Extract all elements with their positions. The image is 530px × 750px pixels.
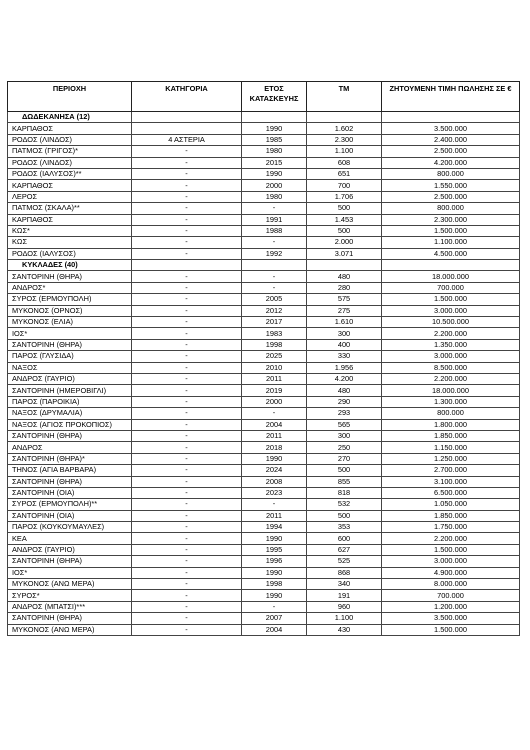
sqm-cell: 1.100 (307, 146, 382, 157)
table-row (8, 624, 520, 635)
sqm-cell: 275 (307, 305, 382, 316)
sqm-cell: 250 (307, 442, 382, 453)
category-cell: - (132, 282, 242, 293)
year-cell: 2018 (242, 442, 307, 453)
area-cell: ΝΑΞΟΣ (8, 362, 132, 373)
table-row (8, 157, 520, 168)
table-row (8, 271, 520, 282)
category-cell: - (132, 419, 242, 430)
sqm-cell: 2.000 (307, 237, 382, 248)
table-row (8, 248, 520, 259)
year-cell: 1990 (242, 123, 307, 134)
area-cell: ΣΥΡΟΣ* (8, 590, 132, 601)
table-row (8, 465, 520, 476)
area-cell: ΚΕΑ (8, 533, 132, 544)
year-cell: 1983 (242, 328, 307, 339)
header-year: ΕΤΟΣ ΚΑΤΑΣΚΕΥΗΣ (242, 82, 307, 112)
year-cell: 1980 (242, 146, 307, 157)
sqm-cell: 1.610 (307, 317, 382, 328)
category-cell: - (132, 271, 242, 282)
sqm-cell: 1.956 (307, 362, 382, 373)
category-cell: - (132, 373, 242, 384)
category-cell: - (132, 305, 242, 316)
table-row (8, 590, 520, 601)
year-cell: 2004 (242, 624, 307, 635)
sqm-cell: 855 (307, 476, 382, 487)
sqm-cell: 480 (307, 271, 382, 282)
sqm-cell: 293 (307, 408, 382, 419)
year-cell: 2025 (242, 351, 307, 362)
area-cell: ΑΝΔΡΟΣ (8, 442, 132, 453)
table-row (8, 476, 520, 487)
price-cell: 2.200.000 (382, 328, 520, 339)
year-cell: - (242, 408, 307, 419)
table-row (8, 487, 520, 498)
sqm-cell: 2.300 (307, 134, 382, 145)
area-cell: ΣΑΝΤΟΡΙΝΗ (ΟΙΑ) (8, 510, 132, 521)
category-cell: - (132, 214, 242, 225)
sqm-cell: 960 (307, 601, 382, 612)
area-cell: ΠΑΡΟΣ (ΓΛΥΣΙΔΑ) (8, 351, 132, 362)
table-row (8, 362, 520, 373)
year-cell: 2000 (242, 180, 307, 191)
year-cell: 2007 (242, 613, 307, 624)
section-row (8, 260, 520, 271)
table-row (8, 396, 520, 407)
price-cell: 3.500.000 (382, 123, 520, 134)
empty-cell (382, 112, 520, 123)
sqm-cell: 1.100 (307, 613, 382, 624)
price-cell: 3.000.000 (382, 305, 520, 316)
category-cell: - (132, 430, 242, 441)
table-header (8, 82, 520, 112)
area-cell: ΣΑΝΤΟΡΙΝΗ (ΟΙΑ) (8, 487, 132, 498)
area-cell: ΡΟΔΟΣ (ΛΙΝΔΟΣ) (8, 134, 132, 145)
price-cell: 2.300.000 (382, 214, 520, 225)
price-cell: 1.850.000 (382, 510, 520, 521)
area-cell: ΝΑΞΟΣ (ΔΡΥΜΑΛΙΑ) (8, 408, 132, 419)
price-cell: 1.750.000 (382, 522, 520, 533)
price-cell: 1.200.000 (382, 601, 520, 612)
year-cell: 2024 (242, 465, 307, 476)
category-cell: - (132, 396, 242, 407)
price-cell: 1.500.000 (382, 544, 520, 555)
category-cell: 4 ΑΣΤΕΡΙΑ (132, 134, 242, 145)
year-cell: 2017 (242, 317, 307, 328)
area-cell: ΚΑΡΠΑΘΟΣ (8, 180, 132, 191)
category-cell: - (132, 157, 242, 168)
sqm-cell: 600 (307, 533, 382, 544)
area-cell: ΙΟΣ* (8, 567, 132, 578)
price-cell: 4.900.000 (382, 567, 520, 578)
price-cell: 1.500.000 (382, 225, 520, 236)
sqm-cell: 280 (307, 282, 382, 293)
sqm-cell: 290 (307, 396, 382, 407)
sqm-cell: 525 (307, 556, 382, 567)
table-row (8, 305, 520, 316)
category-cell: - (132, 408, 242, 419)
header-row (8, 82, 520, 112)
category-cell: - (132, 351, 242, 362)
table-row (8, 385, 520, 396)
year-cell: 1994 (242, 522, 307, 533)
area-cell: ΣΑΝΤΟΡΙΝΗ (ΘΗΡΑ) (8, 271, 132, 282)
empty-cell (307, 260, 382, 271)
area-cell: ΠΑΡΟΣ (ΚΟΥΚΟΥΜΑΥΛΕΣ) (8, 522, 132, 533)
table-row (8, 294, 520, 305)
price-cell: 1.050.000 (382, 499, 520, 510)
category-cell: - (132, 168, 242, 179)
category-cell: - (132, 328, 242, 339)
empty-cell (242, 112, 307, 123)
area-cell: ΚΩΣ (8, 237, 132, 248)
table-row (8, 146, 520, 157)
category-cell: - (132, 499, 242, 510)
category-cell: - (132, 385, 242, 396)
year-cell: 1988 (242, 225, 307, 236)
area-cell: ΠΑΤΜΟΣ (ΣΚΑΛΑ)** (8, 203, 132, 214)
category-cell: - (132, 294, 242, 305)
category-cell: - (132, 180, 242, 191)
table-row (8, 225, 520, 236)
year-cell: 2011 (242, 373, 307, 384)
section-title: ΚΥΚΛΑΔΕΣ (40) (8, 260, 132, 271)
price-cell: 1.500.000 (382, 294, 520, 305)
category-cell: - (132, 465, 242, 476)
area-cell: ΝΑΞΟΣ (ΑΓΙΟΣ ΠΡΟΚΟΠΙΟΣ) (8, 419, 132, 430)
price-cell: 2.400.000 (382, 134, 520, 145)
sqm-cell: 300 (307, 430, 382, 441)
table-row (8, 134, 520, 145)
sqm-cell: 627 (307, 544, 382, 555)
sqm-cell: 868 (307, 567, 382, 578)
table-row (8, 453, 520, 464)
table-row (8, 123, 520, 134)
price-cell: 10.500.000 (382, 317, 520, 328)
header-price: ΖΗΤΟΥΜΕΝΗ ΤΙΜΗ ΠΩΛΗΣΗΣ ΣΕ € (382, 82, 520, 112)
year-cell: - (242, 203, 307, 214)
table-row (8, 203, 520, 214)
sqm-cell: 330 (307, 351, 382, 362)
sqm-cell: 1.602 (307, 123, 382, 134)
table-row (8, 328, 520, 339)
price-cell: 18.000.000 (382, 271, 520, 282)
section-row (8, 112, 520, 123)
table-row (8, 567, 520, 578)
category-cell: - (132, 556, 242, 567)
price-cell: 2.500.000 (382, 146, 520, 157)
area-cell: ΜΥΚΟΝΟΣ (ΟΡΝΟΣ) (8, 305, 132, 316)
empty-cell (382, 260, 520, 271)
category-cell: - (132, 146, 242, 157)
area-cell: ΤΗΝΟΣ (ΑΓΙΑ ΒΑΡΒΑΡΑ) (8, 465, 132, 476)
area-cell: ΜΥΚΟΝΟΣ (ΑΝΩ ΜΕΡΑ) (8, 579, 132, 590)
table-row (8, 579, 520, 590)
sqm-cell: 575 (307, 294, 382, 305)
area-cell: ΣΑΝΤΟΡΙΝΗ (ΘΗΡΑ) (8, 430, 132, 441)
area-cell: ΣΑΝΤΟΡΙΝΗ (ΘΗΡΑ) (8, 556, 132, 567)
table-row (8, 601, 520, 612)
sqm-cell: 340 (307, 579, 382, 590)
table-row (8, 214, 520, 225)
year-cell: 1990 (242, 168, 307, 179)
year-cell: 2004 (242, 419, 307, 430)
price-cell: 3.000.000 (382, 351, 520, 362)
price-cell: 1.850.000 (382, 430, 520, 441)
table-row (8, 533, 520, 544)
year-cell: 1990 (242, 453, 307, 464)
table-row (8, 339, 520, 350)
year-cell: - (242, 499, 307, 510)
price-cell: 2.500.000 (382, 191, 520, 202)
sqm-cell: 3.071 (307, 248, 382, 259)
sqm-cell: 430 (307, 624, 382, 635)
category-cell: - (132, 442, 242, 453)
area-cell: ΡΟΔΟΣ (ΙΑΛΥΣΟΣ)** (8, 168, 132, 179)
area-cell: ΣΥΡΟΣ (ΕΡΜΟΥΠΟΛΗ)** (8, 499, 132, 510)
price-cell: 3.100.000 (382, 476, 520, 487)
price-cell: 4.500.000 (382, 248, 520, 259)
category-cell: - (132, 613, 242, 624)
year-cell: 1998 (242, 339, 307, 350)
sqm-cell: 700 (307, 180, 382, 191)
area-cell: ΙΟΣ* (8, 328, 132, 339)
header-category: ΚΑΤΗΓΟΡΙΑ (132, 82, 242, 112)
area-cell: ΚΩΣ* (8, 225, 132, 236)
year-cell: 2015 (242, 157, 307, 168)
empty-cell (132, 112, 242, 123)
table-row (8, 180, 520, 191)
price-cell: 2.700.000 (382, 465, 520, 476)
sqm-cell: 4.200 (307, 373, 382, 384)
price-cell: 8.500.000 (382, 362, 520, 373)
price-cell: 4.200.000 (382, 157, 520, 168)
table-row (8, 282, 520, 293)
year-cell: 1991 (242, 214, 307, 225)
category-cell: - (132, 362, 242, 373)
category-cell: - (132, 453, 242, 464)
sqm-cell: 353 (307, 522, 382, 533)
sqm-cell: 651 (307, 168, 382, 179)
year-cell: 1995 (242, 544, 307, 555)
sqm-cell: 1.453 (307, 214, 382, 225)
price-cell: 1.150.000 (382, 442, 520, 453)
table-row (8, 430, 520, 441)
area-cell: ΛΕΡΟΣ (8, 191, 132, 202)
category-cell: - (132, 317, 242, 328)
price-cell: 700.000 (382, 590, 520, 601)
category-cell: - (132, 624, 242, 635)
table-row (8, 522, 520, 533)
price-cell: 800.000 (382, 203, 520, 214)
table-row (8, 442, 520, 453)
area-cell: ΣΑΝΤΟΡΙΝΗ (ΘΗΡΑ) (8, 476, 132, 487)
area-cell: ΚΑΡΠΑΘΟΣ (8, 214, 132, 225)
listings-table (7, 81, 520, 636)
area-cell: ΑΝΔΡΟΣ (ΜΠΑΤΣΙ)*** (8, 601, 132, 612)
area-cell: ΠΑΤΜΟΣ (ΓΡΙΓΟΣ)* (8, 146, 132, 157)
price-cell: 3.500.000 (382, 613, 520, 624)
category-cell: - (132, 590, 242, 601)
table-row (8, 317, 520, 328)
year-cell: 2011 (242, 510, 307, 521)
area-cell: ΑΝΔΡΟΣ* (8, 282, 132, 293)
area-cell: ΡΟΔΟΣ (ΙΑΛΥΣΟΣ) (8, 248, 132, 259)
sqm-cell: 400 (307, 339, 382, 350)
table-row (8, 499, 520, 510)
category-cell: - (132, 579, 242, 590)
sqm-cell: 818 (307, 487, 382, 498)
price-cell: 800.000 (382, 408, 520, 419)
area-cell: ΑΝΔΡΟΣ (ΓΑΥΡΙΟ) (8, 544, 132, 555)
area-cell: ΣΑΝΤΟΡΙΝΗ (ΘΗΡΑ) (8, 613, 132, 624)
table-body (8, 112, 520, 636)
year-cell: - (242, 282, 307, 293)
year-cell: - (242, 601, 307, 612)
table-row (8, 168, 520, 179)
price-cell: 6.500.000 (382, 487, 520, 498)
table-row (8, 613, 520, 624)
category-cell: - (132, 225, 242, 236)
price-cell: 1.250.000 (382, 453, 520, 464)
table-row (8, 544, 520, 555)
empty-cell (132, 260, 242, 271)
area-cell: ΜΥΚΟΝΟΣ (ΑΝΩ ΜΕΡΑ) (8, 624, 132, 635)
category-cell: - (132, 237, 242, 248)
category-cell: - (132, 544, 242, 555)
category-cell: - (132, 248, 242, 259)
sqm-cell: 500 (307, 465, 382, 476)
category-cell: - (132, 487, 242, 498)
sqm-cell: 480 (307, 385, 382, 396)
year-cell: 2023 (242, 487, 307, 498)
table-row (8, 419, 520, 430)
year-cell: 2008 (242, 476, 307, 487)
year-cell: - (242, 271, 307, 282)
price-cell: 1.550.000 (382, 180, 520, 191)
sqm-cell: 300 (307, 328, 382, 339)
category-cell: - (132, 522, 242, 533)
sqm-cell: 270 (307, 453, 382, 464)
table-row (8, 351, 520, 362)
empty-cell (242, 260, 307, 271)
category-cell (132, 123, 242, 134)
section-title: ΔΩΔΕΚΑΝΗΣΑ (12) (8, 112, 132, 123)
year-cell: 2019 (242, 385, 307, 396)
sqm-cell: 532 (307, 499, 382, 510)
year-cell: 1990 (242, 533, 307, 544)
sqm-cell: 500 (307, 225, 382, 236)
category-cell: - (132, 203, 242, 214)
table-row (8, 373, 520, 384)
area-cell: ΣΥΡΟΣ (ΕΡΜΟΥΠΟΛΗ) (8, 294, 132, 305)
price-cell: 1.300.000 (382, 396, 520, 407)
header-sqm: ΤΜ (307, 82, 382, 112)
price-cell: 1.350.000 (382, 339, 520, 350)
category-cell: - (132, 339, 242, 350)
year-cell: 2010 (242, 362, 307, 373)
year-cell: 2000 (242, 396, 307, 407)
year-cell: 1998 (242, 579, 307, 590)
price-cell: 1.100.000 (382, 237, 520, 248)
price-cell: 700.000 (382, 282, 520, 293)
area-cell: ΠΑΡΟΣ (ΠΑΡΟΙΚΙΑ) (8, 396, 132, 407)
year-cell: - (242, 237, 307, 248)
category-cell: - (132, 510, 242, 521)
price-cell: 18.000.000 (382, 385, 520, 396)
table-row (8, 408, 520, 419)
sqm-cell: 1.706 (307, 191, 382, 202)
year-cell: 1985 (242, 134, 307, 145)
price-cell: 1.800.000 (382, 419, 520, 430)
category-cell: - (132, 476, 242, 487)
table-row (8, 191, 520, 202)
empty-cell (307, 112, 382, 123)
sqm-cell: 191 (307, 590, 382, 601)
sqm-cell: 500 (307, 510, 382, 521)
price-cell: 3.000.000 (382, 556, 520, 567)
year-cell: 1990 (242, 590, 307, 601)
area-cell: ΜΥΚΟΝΟΣ (ΕΛΙΑ) (8, 317, 132, 328)
year-cell: 2011 (242, 430, 307, 441)
year-cell: 2012 (242, 305, 307, 316)
category-cell: - (132, 601, 242, 612)
table-row (8, 556, 520, 567)
price-cell: 2.200.000 (382, 373, 520, 384)
year-cell: 1992 (242, 248, 307, 259)
category-cell: - (132, 191, 242, 202)
year-cell: 1980 (242, 191, 307, 202)
price-cell: 2.200.000 (382, 533, 520, 544)
area-cell: ΚΑΡΠΑΘΟΣ (8, 123, 132, 134)
price-cell: 1.500.000 (382, 624, 520, 635)
category-cell: - (132, 533, 242, 544)
year-cell: 1996 (242, 556, 307, 567)
price-cell: 8.000.000 (382, 579, 520, 590)
area-cell: ΣΑΝΤΟΡΙΝΗ (ΗΜΕΡΟΒΙΓΛΙ) (8, 385, 132, 396)
year-cell: 2005 (242, 294, 307, 305)
document-page (7, 81, 519, 636)
area-cell: ΡΟΔΟΣ (ΛΙΝΔΟΣ) (8, 157, 132, 168)
area-cell: ΣΑΝΤΟΡΙΝΗ (ΘΗΡΑ)* (8, 453, 132, 464)
sqm-cell: 500 (307, 203, 382, 214)
table-row (8, 510, 520, 521)
sqm-cell: 608 (307, 157, 382, 168)
category-cell: - (132, 567, 242, 578)
sqm-cell: 565 (307, 419, 382, 430)
header-area: ΠΕΡΙΟΧΗ (8, 82, 132, 112)
area-cell: ΑΝΔΡΟΣ (ΓΑΥΡΙΟ) (8, 373, 132, 384)
table-row (8, 237, 520, 248)
area-cell: ΣΑΝΤΟΡΙΝΗ (ΘΗΡΑ) (8, 339, 132, 350)
price-cell: 800.000 (382, 168, 520, 179)
year-cell: 1990 (242, 567, 307, 578)
